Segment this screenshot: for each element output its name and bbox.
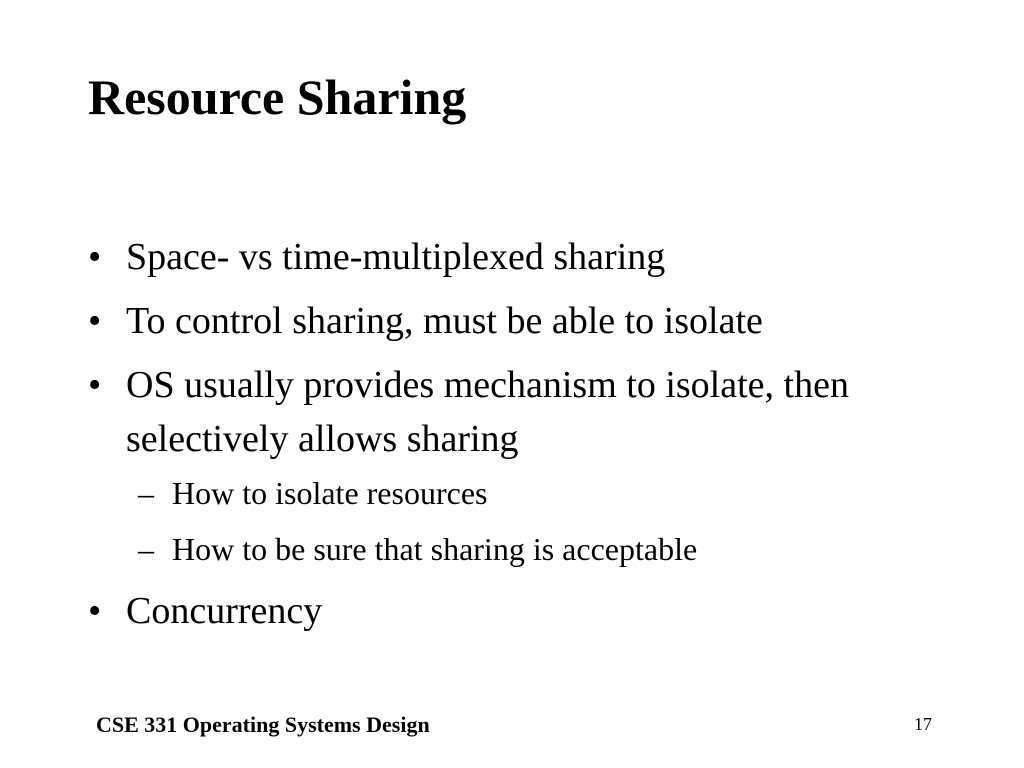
bullet-text: OS usually provides mechanism to isolate, then selectively allows sharing bbox=[126, 364, 849, 460]
bullet-item bbox=[88, 230, 948, 284]
sub-bullet-text: How to isolate resources bbox=[172, 475, 488, 511]
bullet-marker: • bbox=[88, 364, 102, 406]
bullet-item bbox=[88, 584, 948, 638]
bullet-text: Space- vs time-multiplexed sharing bbox=[126, 236, 666, 278]
bullet-item bbox=[88, 294, 948, 348]
bullet-item bbox=[88, 358, 948, 570]
bullet-text: Concurrency bbox=[126, 590, 323, 632]
page-number: 17 bbox=[914, 714, 932, 734]
bullet-marker: • bbox=[88, 590, 102, 632]
bullet-marker: • bbox=[88, 236, 102, 278]
sub-bullet-item bbox=[126, 528, 948, 570]
slide-title: Resource Sharing bbox=[88, 69, 467, 125]
sub-bullet-text: How to be sure that sharing is acceptable bbox=[172, 531, 698, 567]
sub-bullet-marker: – bbox=[138, 475, 154, 511]
footer-course-title: CSE 331 Operating Systems Design bbox=[96, 712, 430, 737]
sub-bullet-marker: – bbox=[138, 531, 154, 567]
sub-bullet-list bbox=[126, 472, 948, 570]
bullet-marker: • bbox=[88, 300, 102, 342]
bullet-list bbox=[88, 230, 948, 648]
sub-bullet-item bbox=[126, 472, 948, 514]
bullet-text: To control sharing, must be able to isolate bbox=[126, 300, 763, 342]
